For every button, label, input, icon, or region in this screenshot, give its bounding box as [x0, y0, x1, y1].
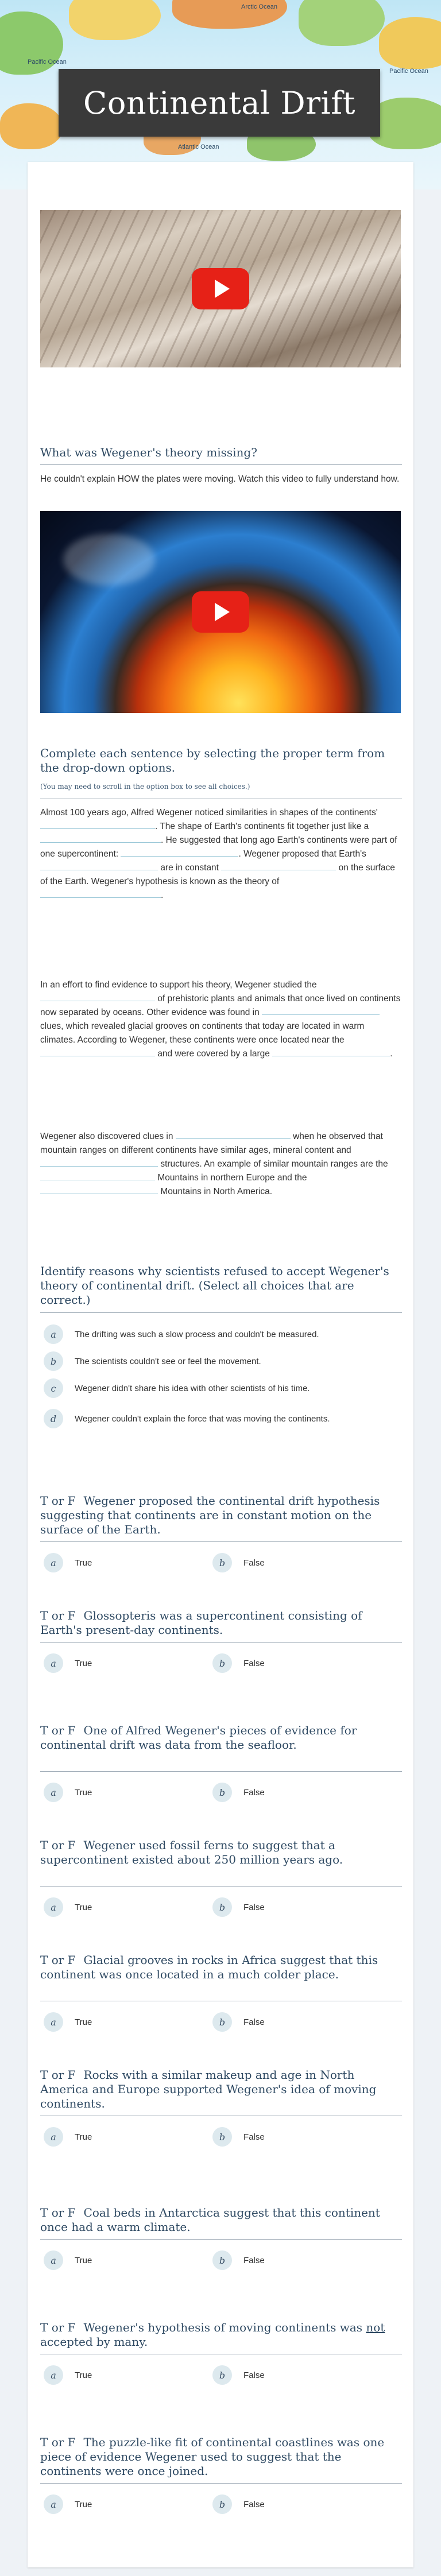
- true-option[interactable]: [44, 1653, 193, 1673]
- paragraph-text: In an effort to find evidence to support his theory, Wegener studied the: [40, 980, 317, 990]
- tf-prefix: T or F: [40, 1953, 76, 1967]
- option-text: Wegener couldn't explain the force that was moving the continents.: [75, 1413, 330, 1424]
- multi-choice-option[interactable]: [44, 1351, 400, 1371]
- tf-question: [40, 1609, 402, 1637]
- divider: [40, 1771, 402, 1772]
- paragraph-text: are in constant: [160, 863, 219, 873]
- tf-prefix: T or F: [40, 2435, 76, 2449]
- map-continent: [299, 0, 385, 46]
- tf-question: [40, 1494, 402, 1537]
- fill-in-paragraph-3: [40, 1130, 401, 1199]
- false-option[interactable]: [212, 1897, 362, 1917]
- tf-prefix: T or F: [40, 2321, 76, 2334]
- paragraph-text: of prehistoric plants and animals that once lived on continents now separated by oceans. Other evidence was found in: [40, 994, 401, 1017]
- option-letter: a: [44, 2250, 63, 2270]
- option-text: The scientists couldn't see or feel the movement.: [75, 1356, 261, 1366]
- true-option[interactable]: [44, 2365, 193, 2385]
- option-text: False: [243, 1787, 265, 1798]
- tf-question: [40, 1953, 402, 1982]
- option-text: True: [75, 2017, 92, 2027]
- map-label: Pacific Ocean: [28, 59, 67, 65]
- paragraph-text: Mountains in North America.: [160, 1187, 273, 1196]
- option-letter: a: [44, 2494, 63, 2514]
- divider: [40, 1886, 402, 1887]
- dropdown-blank[interactable]: [176, 1130, 291, 1139]
- paragraph-text: Wegener also discovered clues in: [40, 1132, 173, 1141]
- tf-question-text: accepted by many.: [40, 2335, 148, 2349]
- dropdown-blank[interactable]: [40, 993, 155, 1001]
- dropdown-blank[interactable]: [40, 1158, 158, 1167]
- tf-prefix: T or F: [40, 2068, 76, 2082]
- scroll-note: (You may need to scroll in the option box to see all choices.): [40, 783, 250, 791]
- option-letter: a: [44, 1783, 63, 1802]
- dropdown-blank[interactable]: [40, 1186, 158, 1194]
- option-text: False: [243, 2132, 265, 2142]
- divider: [40, 1312, 402, 1313]
- paragraph-text: .: [390, 1049, 393, 1059]
- option-text: True: [75, 2499, 92, 2509]
- true-option[interactable]: [44, 2250, 193, 2270]
- video-player-1[interactable]: [40, 210, 401, 367]
- paragraph-text: and were covered by a large: [157, 1049, 270, 1059]
- tf-question: [40, 2321, 402, 2349]
- play-icon[interactable]: [192, 591, 249, 633]
- divider: [40, 2483, 402, 2484]
- false-option[interactable]: [212, 1553, 362, 1572]
- fill-in-paragraph-1: [40, 806, 401, 902]
- paragraph-text: when he observed that mountain ranges on different continents have similar ages, mineral content and: [40, 1132, 383, 1155]
- tf-question-text: Wegener proposed the continental drift hypothesis suggesting that continents are in constant motion on the surface of the Earth.: [40, 1494, 380, 1536]
- tf-question: [40, 2206, 402, 2234]
- option-text: True: [75, 1787, 92, 1798]
- map-label: Atlantic Ocean: [178, 144, 219, 150]
- section-heading: Identify reasons why scientists refused to accept Wegener's theory of continental drift. (Select all choices that are correct.): [40, 1264, 389, 1307]
- tf-question-text: Glacial grooves in rocks in Africa suggest that this continent was once located in a much colder place.: [40, 1953, 378, 1981]
- tf-prefix: T or F: [40, 2206, 76, 2219]
- option-text: True: [75, 2370, 92, 2380]
- tf-question-text: The puzzle-like fit of continental coastlines was one piece of evidence Wegener used to suggest that the continents were once joined.: [40, 2435, 385, 2478]
- option-text: False: [243, 1902, 265, 1912]
- option-letter: a: [44, 2365, 63, 2385]
- tf-question-text: One of Alfred Wegener's pieces of evidence for continental drift was data from the seafloor.: [40, 1723, 357, 1752]
- dropdown-blank[interactable]: [121, 848, 238, 857]
- tf-question: [40, 2435, 402, 2478]
- true-option[interactable]: [44, 1897, 193, 1917]
- tf-prefix: T or F: [40, 1609, 76, 1622]
- option-letter: b: [212, 2250, 232, 2270]
- play-icon[interactable]: [192, 268, 249, 309]
- map-label: Arctic Ocean: [241, 3, 277, 10]
- option-letter: d: [44, 1409, 63, 1428]
- divider: [40, 1642, 402, 1643]
- option-letter: b: [212, 2127, 232, 2147]
- map-continent: [0, 103, 63, 149]
- option-letter: b: [212, 2494, 232, 2514]
- tf-prefix: T or F: [40, 1838, 76, 1852]
- map-label: Pacific Ocean: [389, 68, 428, 75]
- option-text: Wegener didn't share his idea with other scientists of his time.: [75, 1383, 310, 1393]
- option-text: True: [75, 2132, 92, 2142]
- video-player-2[interactable]: [40, 511, 401, 713]
- tf-prefix: T or F: [40, 1494, 76, 1508]
- paragraph-text: clues, which revealed glacial grooves on continents that today are located in warm climates. According to Wegener, these continents were once located near the: [40, 1021, 365, 1045]
- false-option[interactable]: [212, 2250, 362, 2270]
- true-option[interactable]: [44, 2012, 193, 2032]
- option-letter: b: [212, 1653, 232, 1673]
- section-heading: Complete each sentence by selecting the proper term from the drop-down options.: [40, 746, 385, 774]
- false-option[interactable]: [212, 1653, 362, 1673]
- map-continent: [69, 0, 161, 40]
- option-letter: a: [44, 1324, 63, 1344]
- tf-question: [40, 1723, 402, 1752]
- option-letter: b: [44, 1351, 63, 1371]
- map-continent: [379, 17, 441, 69]
- tf-question-text: Rocks with a similar makeup and age in North America and Europe supported Wegener's idea of moving continents.: [40, 2068, 377, 2110]
- option-text: False: [243, 1658, 265, 1668]
- multi-choice-option[interactable]: [44, 1409, 400, 1428]
- option-letter: a: [44, 2127, 63, 2147]
- false-option[interactable]: [212, 2012, 362, 2032]
- option-text: True: [75, 1902, 92, 1912]
- tf-question-text: Glossopteris was a supercontinent consisting of Earth's present-day continents.: [40, 1609, 362, 1637]
- option-text: False: [243, 1558, 265, 1568]
- true-option[interactable]: [44, 2127, 193, 2147]
- tf-question-text: Coal beds in Antarctica suggest that this continent once had a warm climate.: [40, 2206, 380, 2234]
- option-text: True: [75, 1658, 92, 1668]
- tf-question: [40, 1838, 402, 1867]
- option-letter: b: [212, 1897, 232, 1917]
- tf-question-text: Wegener's hypothesis of moving continents was: [83, 2321, 366, 2334]
- tf-prefix: T or F: [40, 1723, 76, 1737]
- option-text: True: [75, 2255, 92, 2265]
- false-option[interactable]: [212, 1783, 362, 1802]
- multi-choice-option[interactable]: [44, 1324, 400, 1344]
- divider: [40, 1541, 402, 1542]
- option-letter: a: [44, 2012, 63, 2032]
- true-option[interactable]: [44, 2494, 193, 2514]
- dropdown-blank[interactable]: [262, 1006, 380, 1015]
- paragraph-text: . He suggested that long ago Earth's continents were part of one supercontinent:: [40, 835, 397, 859]
- paragraph-text: . Wegener proposed that Earth's: [238, 849, 366, 859]
- header-banner: [0, 0, 441, 189]
- option-letter: b: [212, 1553, 232, 1572]
- dropdown-blank[interactable]: [221, 862, 336, 870]
- page-title-box: [59, 69, 380, 137]
- tf-question-text: Wegener used fossil ferns to suggest that a supercontinent existed about 250 million years ago.: [40, 1838, 343, 1866]
- dropdown-blank[interactable]: [40, 862, 158, 870]
- option-letter: b: [212, 1783, 232, 1802]
- divider: [40, 2239, 402, 2240]
- option-letter: b: [212, 2012, 232, 2032]
- dropdown-blank[interactable]: [40, 820, 155, 829]
- tf-question: [40, 2068, 402, 2111]
- paragraph-text: Almost 100 years ago, Alfred Wegener noticed similarities in shapes of the continents': [40, 808, 378, 818]
- fill-in-paragraph-2: [40, 978, 401, 1061]
- dropdown-blank[interactable]: [40, 1172, 155, 1180]
- option-text: False: [243, 2017, 265, 2027]
- option-text: False: [243, 2370, 265, 2380]
- multi-choice-option[interactable]: [44, 1378, 400, 1398]
- paragraph-text: structures. An example of similar mountain ranges are the: [160, 1159, 388, 1169]
- true-option[interactable]: [44, 1553, 193, 1572]
- section-heading: What was Wegener's theory missing?: [40, 446, 257, 459]
- option-letter: a: [44, 1553, 63, 1572]
- tf-question-emphasis: not: [366, 2321, 385, 2334]
- option-letter: b: [212, 2365, 232, 2385]
- dropdown-blank[interactable]: [40, 1048, 155, 1056]
- option-text: The drifting was such a slow process and couldn't be measured.: [75, 1329, 319, 1339]
- paragraph-text: Mountains in northern Europe and the: [157, 1173, 307, 1183]
- option-letter: a: [44, 1653, 63, 1673]
- false-option[interactable]: [212, 2365, 362, 2385]
- instruction-text: He couldn't explain HOW the plates were moving. Watch this video to fully understand how.: [40, 474, 400, 484]
- option-text: False: [243, 2499, 265, 2509]
- option-text: False: [243, 2255, 265, 2265]
- option-letter: c: [44, 1378, 63, 1398]
- paragraph-text: on the surface of the Earth. Wegener's hypothesis is known as the theory of: [40, 863, 395, 886]
- worksheet-card: [28, 162, 413, 2567]
- dropdown-blank[interactable]: [40, 889, 164, 900]
- option-letter: a: [44, 1897, 63, 1917]
- false-option[interactable]: [212, 2127, 362, 2147]
- dropdown-blank[interactable]: [40, 834, 161, 843]
- option-text: True: [75, 1558, 92, 1568]
- true-option[interactable]: [44, 1783, 193, 1802]
- false-option[interactable]: [212, 2494, 362, 2514]
- divider: [40, 464, 402, 465]
- dropdown-blank[interactable]: [272, 1048, 390, 1056]
- paragraph-text: .: [161, 890, 164, 900]
- page-title: Continental Drift: [83, 84, 355, 121]
- paragraph-text: . The shape of Earth's continents fit together just like a: [155, 822, 369, 831]
